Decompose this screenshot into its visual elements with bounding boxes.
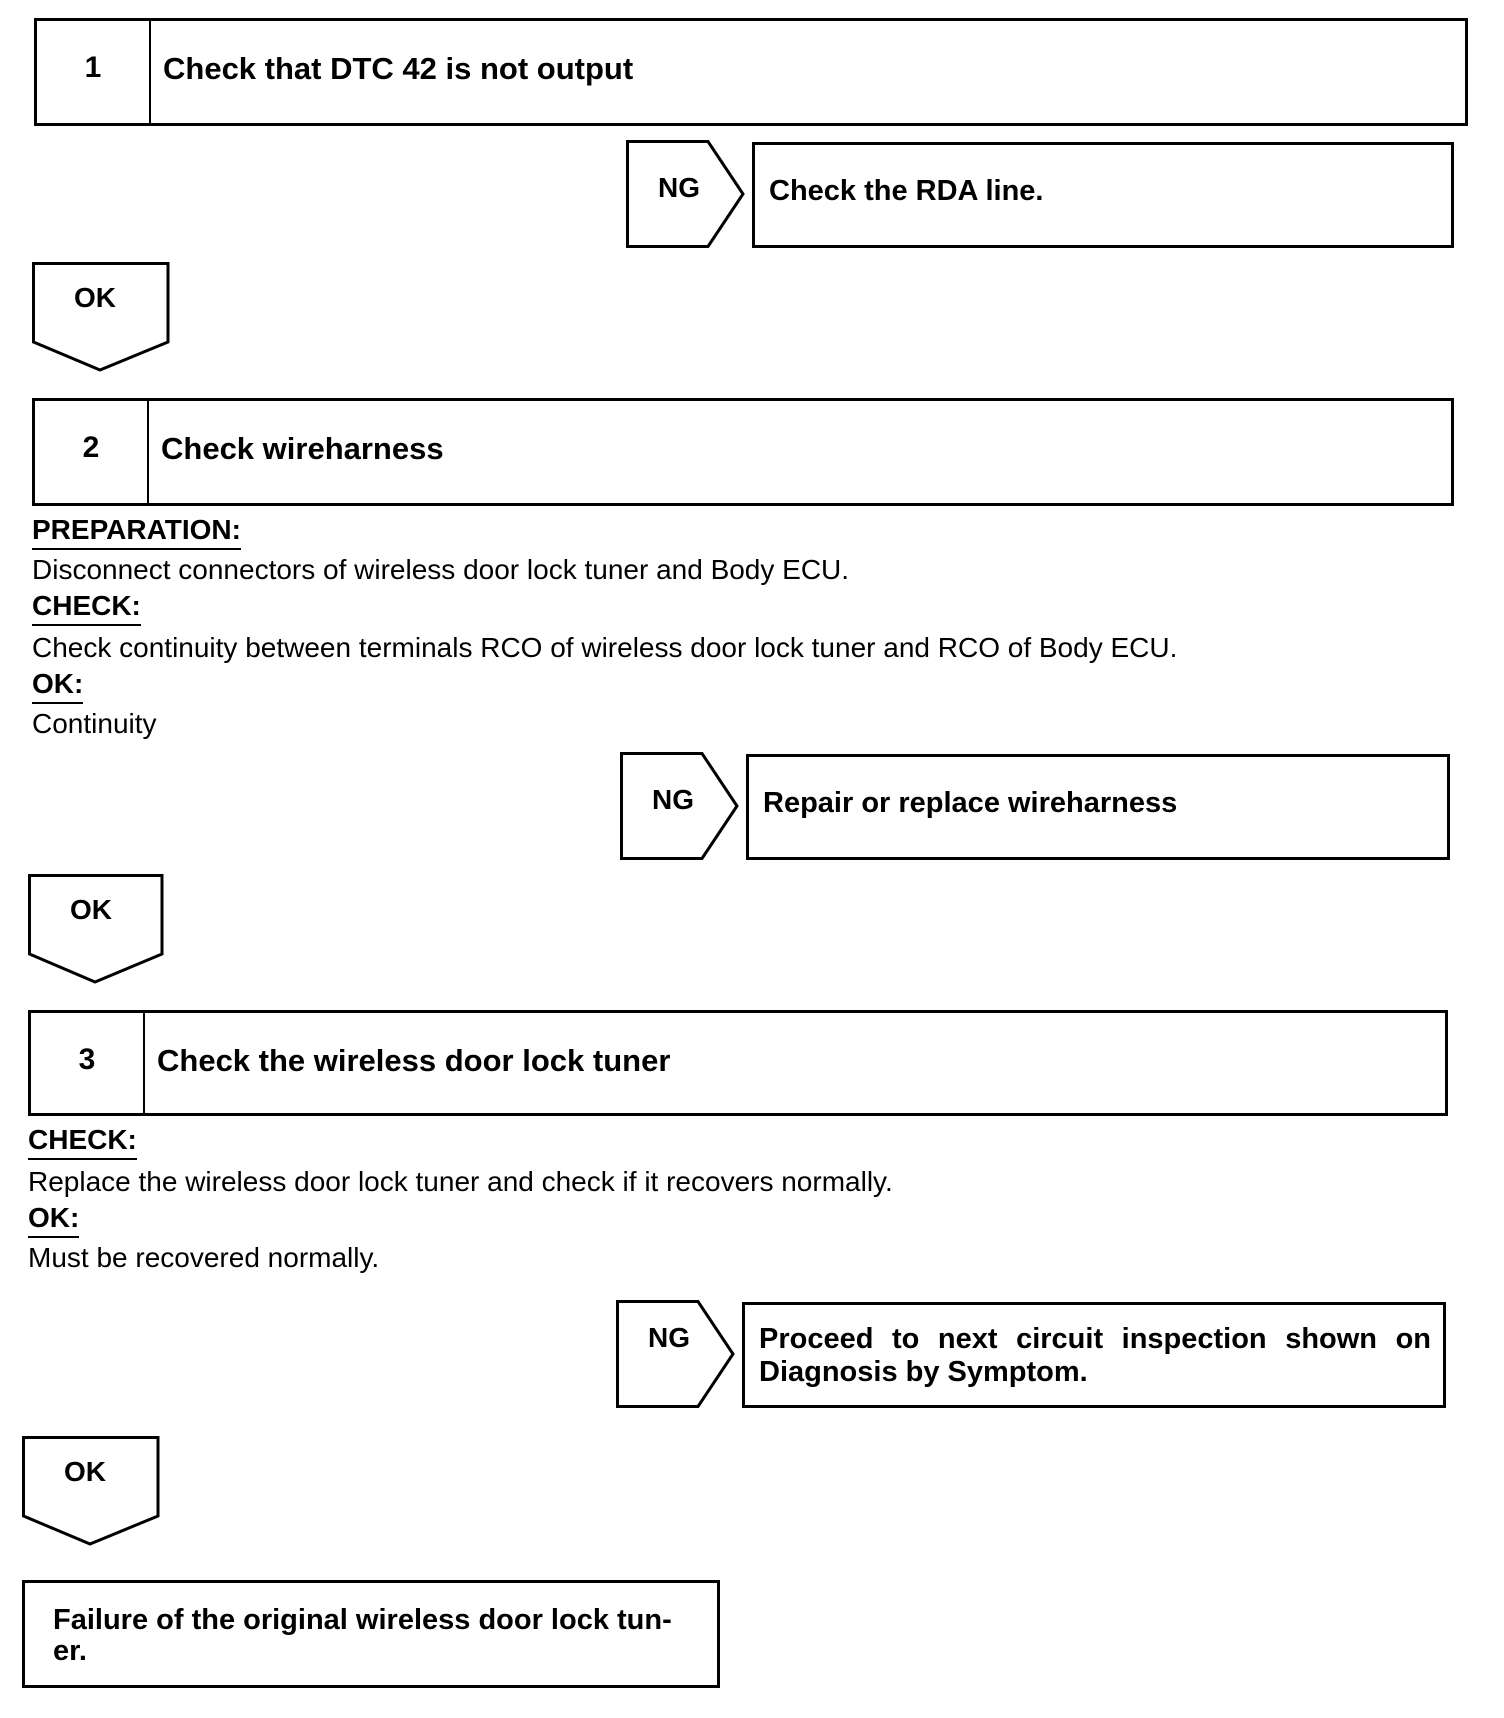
ng-arrow-right-icon <box>616 1300 744 1408</box>
step-2-preparation-header-wrap <box>32 514 241 550</box>
step-2-preparation-text: Disconnect connectors of wireless door lock tuner and Body ECU. <box>32 554 850 585</box>
ok-arrow-down-icon <box>28 874 168 986</box>
step-2-ok-text: Continuity <box>32 708 157 739</box>
step-2-ng-arrow <box>620 752 748 860</box>
step-2-check-header: CHECK: <box>32 590 141 626</box>
final-result-box <box>22 1580 720 1688</box>
final-result-text: Failure of the original wireless door lock tun- er. <box>53 1604 672 1667</box>
step-3-title: Check the wireless door lock tuner <box>157 1043 671 1078</box>
step-2-ok-header: OK: <box>32 668 83 704</box>
step-3-ng-result-text: Proceed to next circuit inspection shown on Diagnosis by Symptom. <box>759 1323 1431 1388</box>
step-1-ng-result <box>752 142 1454 248</box>
step-2-preparation-header: PREPARATION: <box>32 514 241 550</box>
step-1-ng-result-text: Check the RDA line. <box>769 175 1044 207</box>
step-1-title: Check that DTC 42 is not output <box>163 51 634 86</box>
step-2-check-header-wrap <box>32 590 141 626</box>
step-1-box <box>34 18 1468 126</box>
step-1-ng-label: NG <box>658 172 700 203</box>
step-3-number: 3 <box>31 1013 145 1113</box>
step-3-ok-header-wrap <box>28 1202 79 1238</box>
ok-arrow-down-icon <box>22 1436 162 1548</box>
step-1-ng-arrow <box>626 140 754 248</box>
step-3-ok-arrow <box>22 1436 162 1548</box>
step-3-check-header-wrap <box>28 1124 137 1160</box>
ok-arrow-down-icon <box>32 262 172 374</box>
step-3-box <box>28 1010 1448 1116</box>
step-3-ng-result <box>742 1302 1446 1408</box>
step-3-ok-header: OK: <box>28 1202 79 1238</box>
step-3-ng-label: NG <box>648 1322 690 1353</box>
step-2-ng-result <box>746 754 1450 860</box>
step-2-ng-label: NG <box>652 784 694 815</box>
step-2-box <box>32 398 1454 506</box>
step-1-ok-arrow <box>32 262 172 374</box>
step-2-title: Check wireharness <box>161 431 444 466</box>
step-1-ok-label: OK <box>74 282 116 313</box>
step-2-number: 2 <box>35 401 149 503</box>
step-1-number: 1 <box>37 21 151 123</box>
step-3-check-text: Replace the wireless door lock tuner and check if it recovers normally. <box>28 1166 893 1197</box>
step-2-ng-result-text: Repair or replace wireharness <box>763 787 1178 819</box>
step-3-ok-label: OK <box>64 1456 106 1487</box>
step-2-ok-arrow <box>28 874 168 986</box>
step-2-ok-label: OK <box>70 894 112 925</box>
step-2-check-text: Check continuity between terminals RCO of wireless door lock tuner and RCO of Body ECU. <box>32 632 1178 663</box>
step-3-ng-arrow <box>616 1300 744 1408</box>
step-3-ok-text: Must be recovered normally. <box>28 1242 380 1273</box>
step-3-check-header: CHECK: <box>28 1124 137 1160</box>
step-2-ok-header-wrap <box>32 668 83 704</box>
